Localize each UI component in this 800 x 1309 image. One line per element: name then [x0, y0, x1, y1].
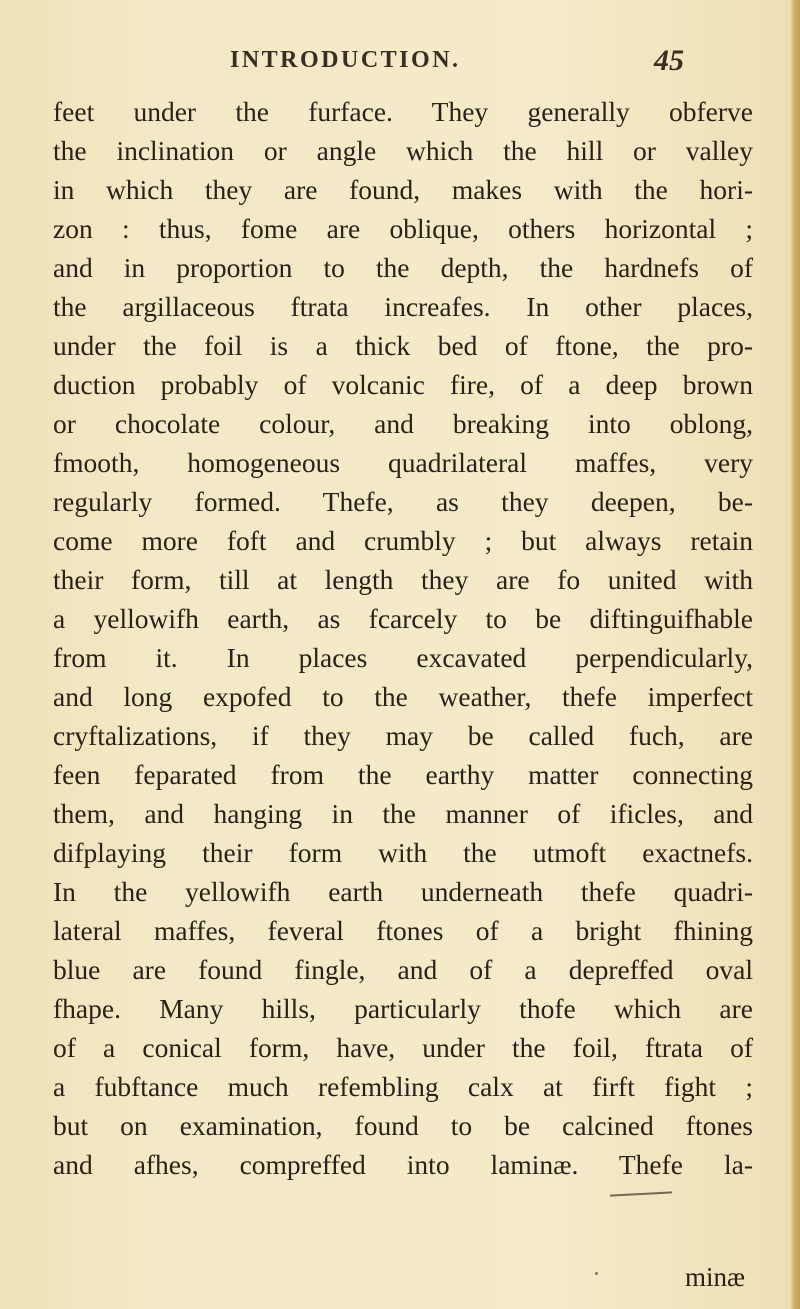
text-line: blue are found fingle, and of a depreffed oval	[53, 954, 753, 985]
text-line: In the yellowifh earth underneath thefe quadri-	[53, 876, 753, 907]
text-line: a fubftance much refembling calx at firft fight ;	[53, 1071, 753, 1102]
running-head: INTRODUCTION.	[230, 47, 461, 73]
text-line: lateral maffes, feveral ftones of a bright fhining	[53, 915, 753, 946]
text-line: fmooth, homogeneous quadrilateral maffes, very	[53, 447, 753, 478]
text-line: them, and hanging in the manner of ificles, and	[53, 798, 753, 829]
text-line: come more foft and crumbly ; but always retain	[53, 525, 753, 556]
page-number: 45	[654, 44, 684, 77]
page-header	[0, 44, 800, 87]
ink-speck	[595, 1272, 598, 1275]
text-line: a yellowifh earth, as fcarcely to be diftinguifhable	[53, 603, 753, 634]
text-line: the argillaceous ftrata increafes. In other places,	[53, 291, 753, 322]
text-line: the inclination or angle which the hill or valley	[53, 135, 753, 166]
text-line: fhape. Many hills, particularly thofe which are	[53, 993, 753, 1024]
text-line: from it. In places excavated perpendicularly,	[53, 642, 753, 673]
text-line: regularly formed. Thefe, as they deepen, be-	[53, 486, 753, 517]
ink-mark	[610, 1191, 672, 1196]
text-line: in which they are found, makes with the hori-	[53, 174, 753, 205]
text-line: and in proportion to the depth, the hardnefs of	[53, 252, 753, 283]
catchword: minæ	[685, 1262, 746, 1292]
text-line: zon : thus, fome are oblique, others horizontal ;	[53, 213, 753, 244]
text-line: or chocolate colour, and breaking into oblong,	[53, 408, 753, 439]
text-line: under the foil is a thick bed of ftone, the pro-	[53, 330, 753, 361]
body-text	[53, 92, 753, 1184]
text-line: their form, till at length they are fo united with	[53, 564, 753, 595]
text-line: and long expofed to the weather, thefe imperfect	[53, 681, 753, 712]
text-line: duction probably of volcanic fire, of a deep brown	[53, 369, 753, 400]
text-line: cryftalizations, if they may be called fuch, are	[53, 720, 753, 751]
text-line: feet under the furface. They generally obferve	[53, 96, 753, 127]
page-edge	[790, 0, 800, 1309]
text-line: and afhes, compreffed into laminæ. Thefe la-	[53, 1149, 753, 1180]
text-line: of a conical form, have, under the foil, ftrata of	[53, 1032, 753, 1063]
text-line: but on examination, found to be calcined ftones	[53, 1110, 753, 1141]
text-line: difplaying their form with the utmoft exactnefs.	[53, 837, 753, 868]
text-line: feen feparated from the earthy matter connecting	[53, 759, 753, 790]
